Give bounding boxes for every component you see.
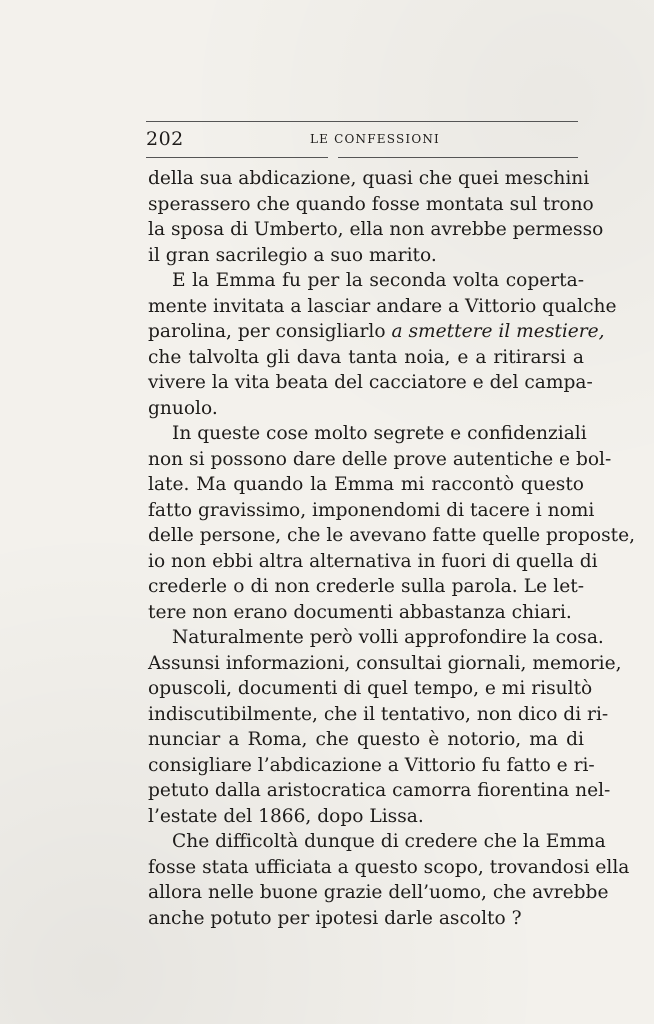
paragraph [148,625,622,829]
text-line: il gran sacrilegio a suo marito. [148,244,437,266]
text-line: petuto dalla aristocratica camorra fiorentina nel- [148,780,611,801]
text-line: tere non erano documenti abbastanza chiari. [148,601,572,623]
text-line: late. Ma quando la Emma mi raccontò questo [148,474,584,495]
text-line: indiscutibilmente, che il tentativo, non dico di ri- [148,703,609,725]
text-line: io non ebbi altra alternativa in fuori di quella di [148,550,598,572]
text-line: della sua abdicazione, quasi che quei meschini [148,168,590,189]
text-line: crederle o di non crederle sulla parola. Le let- [148,576,584,597]
text-line: parolina, per consigliarlo a smettere il mestiere, [148,321,605,342]
text-line: nunciar a Roma, che questo è notorio, ma di [148,729,584,750]
text-line: mente invitata a lasciar andare a Vittorio qualche [148,295,617,317]
text-line: fatto gravissimo, imponendomi di tacere i nomi [148,499,595,521]
paragraph [148,268,617,421]
text-line: Naturalmente però volli approfondire la cosa. [172,627,604,648]
paragraph [148,421,635,625]
text-line: l’estate del 1866, dopo Lissa. [148,805,424,827]
text-line: E la Emma fu per la seconda volta coperta- [172,270,584,291]
text-line: opuscoli, documenti di quel tempo, e mi risultò [148,678,593,699]
text-line: sperassero che quando fosse montata sul trono [148,193,594,215]
text-line: che talvolta gli dava tanta noia, e a ritirarsi a [148,346,584,368]
page-number: 202 [146,128,184,150]
text-line: Che difficoltà dunque di credere che la Emma [172,831,606,852]
paragraph [148,166,604,268]
body-text [148,166,635,931]
header-rule [146,121,578,122]
text-line: vivere la vita beata del cacciatore e del campa- [148,372,593,393]
text-line: Assunsi informazioni, consultai giornali, memorie, [148,652,622,674]
text-line: In queste cose molto segrete e confidenziali [172,423,587,444]
text-line: delle persone, che le avevano fatte quelle proposte, [148,525,635,546]
running-title: LE CONFESSIONI [310,132,440,146]
text-line: gnuolo. [148,397,218,419]
text-line: fosse stata ufficiata a questo scopo, trovandosi ella [148,856,630,878]
paragraph [148,829,630,931]
text-line: anche potuto per ipotesi darle ascolto ? [148,907,522,929]
text-line: allora nelle buone grazie dell’uomo, che avrebbe [148,882,609,903]
header-underline-right [338,157,578,158]
header-underline-left [146,157,328,158]
text-line: la sposa di Umberto, ella non avrebbe permesso [148,219,604,240]
text-line: consigliare l’abdicazione a Vittorio fu fatto e ri- [148,754,595,776]
text-line: non si possono dare delle prove autentiche e bol- [148,448,612,470]
